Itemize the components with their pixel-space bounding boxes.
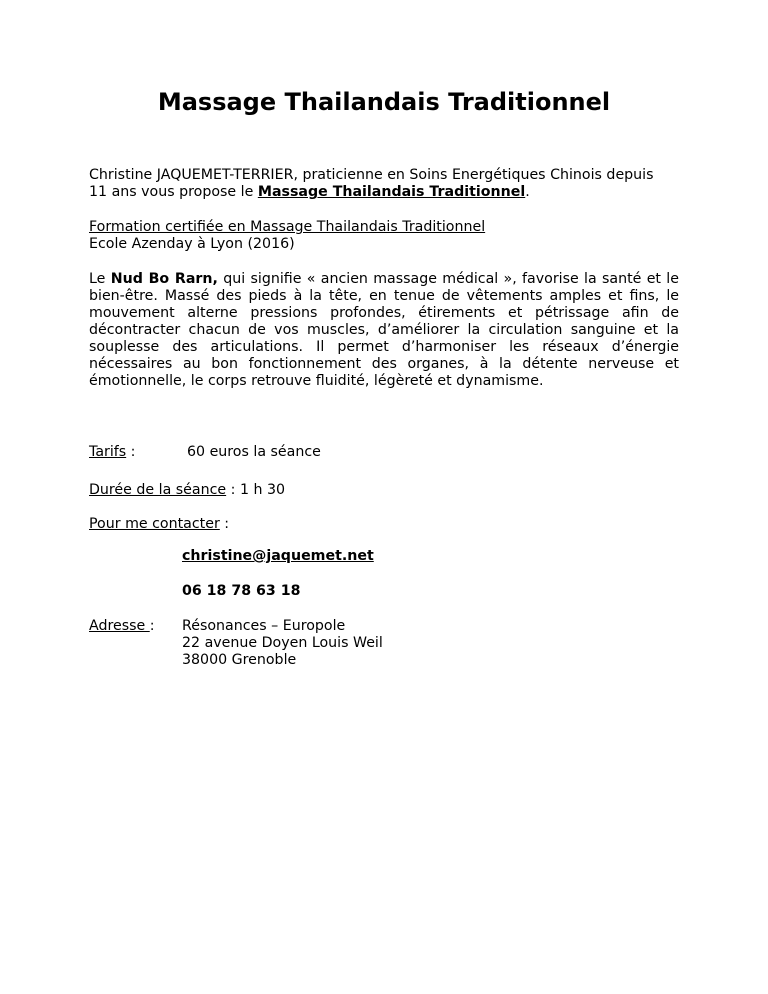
duree-value: : 1 h 30 [226, 482, 286, 498]
contact-phone-row [182, 583, 582, 600]
duree-label: Durée de la séance [89, 482, 227, 498]
adresse-label: Adresse [89, 618, 150, 634]
formation-school: Ecole Azenday à Lyon (2016) [89, 236, 295, 252]
duree-row [89, 482, 679, 499]
description-prefix: Le [89, 271, 111, 287]
contact-label: Pour me contacter [89, 516, 220, 532]
description-paragraph [89, 271, 679, 390]
tarifs-separator: : [126, 444, 136, 460]
contact-email-row [182, 548, 582, 565]
intro-paragraph [89, 167, 679, 201]
intro-line-1: Christine JAQUEMET-TERRIER, praticienne en Soins Energétiques Chinois depuis [89, 167, 654, 183]
massage-link[interactable]: Massage Thailandais Traditionnel [257, 184, 526, 200]
adresse-row [89, 618, 679, 669]
intro-line-2-text: 11 ans vous propose le [89, 184, 258, 200]
contact-email-link[interactable]: christine@jaquemet.net [182, 548, 374, 564]
formation-certification: Formation certifiée en Massage Thailandais Traditionnel [89, 219, 486, 235]
contact-row [89, 516, 679, 533]
adresse-line-3: 38000 Grenoble [182, 652, 297, 668]
formation-block [89, 219, 679, 253]
adresse-lines [182, 618, 383, 669]
intro-line-2-end: . [525, 184, 530, 200]
description-text: qui signifie « ancien massage médical », favorise la santé et le bien-être. Massé des pieds à la tête, en tenue de vêtements amples et fins, le mouvement alterne pressions profondes, étirements et pétrissage afin de décontracter chacun de vos muscles, d’améliorer la circulation sanguine et la souplesse des articulations. Il permet d’harmoniser les réseaux d’énergie nécessaires au bon fonctionnement des organes, à la détente nerveuse et émotionnelle, le corps retrouve fluidité, légèreté et dynamisme. [89, 271, 679, 389]
contact-phone: 06 18 78 63 18 [182, 583, 301, 599]
page-title: Massage Thailandais Traditionnel [157, 88, 611, 116]
contact-separator: : [219, 516, 230, 532]
tarifs-row [89, 444, 679, 461]
adresse-line-2: 22 avenue Doyen Louis Weil [182, 635, 383, 651]
tarifs-label: Tarifs [89, 444, 127, 460]
adresse-line-1: Résonances – Europole [182, 618, 346, 634]
tarifs-value: 60 euros la séance [187, 444, 321, 460]
adresse-separator: : [149, 618, 155, 634]
massage-name: Nud Bo Rarn, [110, 271, 218, 287]
